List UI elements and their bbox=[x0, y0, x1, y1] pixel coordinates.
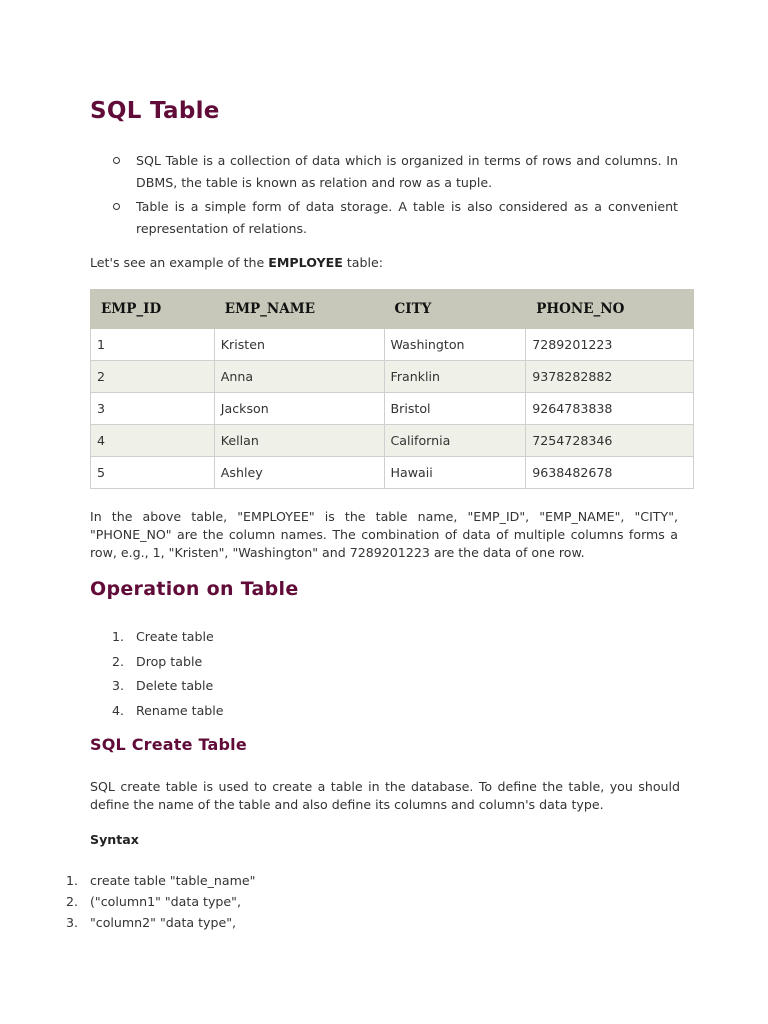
code-line bbox=[60, 870, 255, 891]
code-text: create table "table_name" bbox=[90, 873, 256, 888]
table-cell: Kellan bbox=[214, 425, 384, 457]
table-cell: Bristol bbox=[384, 393, 526, 425]
syntax-code-list bbox=[60, 870, 255, 933]
table-cell: Franklin bbox=[384, 361, 526, 393]
table-cell: Washington bbox=[384, 329, 526, 361]
operation-label: Rename table bbox=[136, 702, 224, 718]
table-cell: Kristen bbox=[214, 329, 384, 361]
create-table-description: SQL create table is used to create a table in the database. To define the table, you should define the name of the table and also define its columns and column's data type. bbox=[90, 779, 680, 812]
operations-heading: Operation on Table bbox=[90, 578, 299, 600]
table-cell: 2 bbox=[91, 361, 215, 393]
code-line bbox=[60, 891, 255, 912]
list-item bbox=[90, 650, 224, 675]
table-cell: 4 bbox=[91, 425, 215, 457]
line-number: 2. bbox=[66, 894, 79, 909]
table-cell: 9638482678 bbox=[526, 457, 694, 489]
code-text: "column2" "data type", bbox=[90, 915, 237, 930]
intro-text-end: table: bbox=[342, 255, 383, 270]
list-number: 1. bbox=[112, 629, 125, 644]
table-cell: Jackson bbox=[214, 393, 384, 425]
code-text: ("column1" "data type", bbox=[90, 894, 241, 909]
employee-table bbox=[90, 289, 694, 489]
table-row bbox=[91, 393, 694, 425]
intro-table-name: EMPLOYEE bbox=[268, 255, 343, 270]
line-number: 3. bbox=[66, 915, 79, 930]
create-table-heading: SQL Create Table bbox=[90, 735, 247, 754]
table-intro-text bbox=[90, 254, 690, 272]
table-row bbox=[91, 425, 694, 457]
operation-label: Create table bbox=[136, 629, 214, 644]
table-cell: 1 bbox=[91, 329, 215, 361]
table-cell: Ashley bbox=[214, 457, 384, 489]
table-cell: 7289201223 bbox=[526, 329, 694, 361]
definition-bullet-list bbox=[90, 150, 678, 242]
table-description: In the above table, "EMPLOYEE" is the table name, "EMP_ID", "EMP_NAME", "CITY", "PHONE_NO" are the column names. The combination of data of multiple columns forms a row, e.g., 1, "Kristen", "Washington" and 7289201223 are the data of one row. bbox=[90, 509, 678, 560]
intro-text-start: Let's see an example of the bbox=[90, 255, 269, 270]
list-item bbox=[90, 196, 678, 239]
bullet-text: SQL Table is a collection of data which is organized in terms of rows and columns. In DBMS, the table is known as relation and row as a tuple. bbox=[136, 153, 678, 190]
syntax-label: Syntax bbox=[90, 832, 139, 847]
hollow-bullet-icon bbox=[113, 157, 120, 164]
table-cell: California bbox=[384, 425, 526, 457]
line-number: 1. bbox=[66, 873, 79, 888]
hollow-bullet-icon bbox=[113, 203, 120, 210]
bullet-text: Table is a simple form of data storage. A table is also considered as a convenient representation of relations. bbox=[136, 199, 678, 236]
list-item bbox=[90, 674, 224, 699]
list-item bbox=[90, 699, 224, 724]
list-number: 3. bbox=[112, 678, 125, 693]
page-title: SQL Table bbox=[90, 98, 220, 124]
table-cell: Anna bbox=[214, 361, 384, 393]
table-cell: 7254728346 bbox=[526, 425, 694, 457]
column-header: EMP_NAME bbox=[214, 290, 384, 329]
operation-label: Delete table bbox=[136, 678, 214, 693]
table-cell: Hawaii bbox=[384, 457, 526, 489]
list-item bbox=[90, 150, 678, 193]
operations-list bbox=[90, 625, 224, 723]
table-cell: 5 bbox=[91, 457, 215, 489]
table-cell: 3 bbox=[91, 393, 215, 425]
table-row bbox=[91, 361, 694, 393]
list-number: 4. bbox=[112, 702, 125, 718]
column-header: EMP_ID bbox=[91, 290, 215, 329]
table-cell: 9378282882 bbox=[526, 361, 694, 393]
operation-label: Drop table bbox=[136, 653, 203, 669]
list-item bbox=[90, 625, 224, 650]
column-header: PHONE_NO bbox=[526, 290, 694, 329]
code-line bbox=[60, 912, 255, 933]
table-cell: 9264783838 bbox=[526, 393, 694, 425]
list-number: 2. bbox=[112, 653, 125, 669]
table-row bbox=[91, 329, 694, 361]
table-header-row bbox=[91, 290, 694, 329]
column-header: CITY bbox=[384, 290, 526, 329]
table-row bbox=[91, 457, 694, 489]
